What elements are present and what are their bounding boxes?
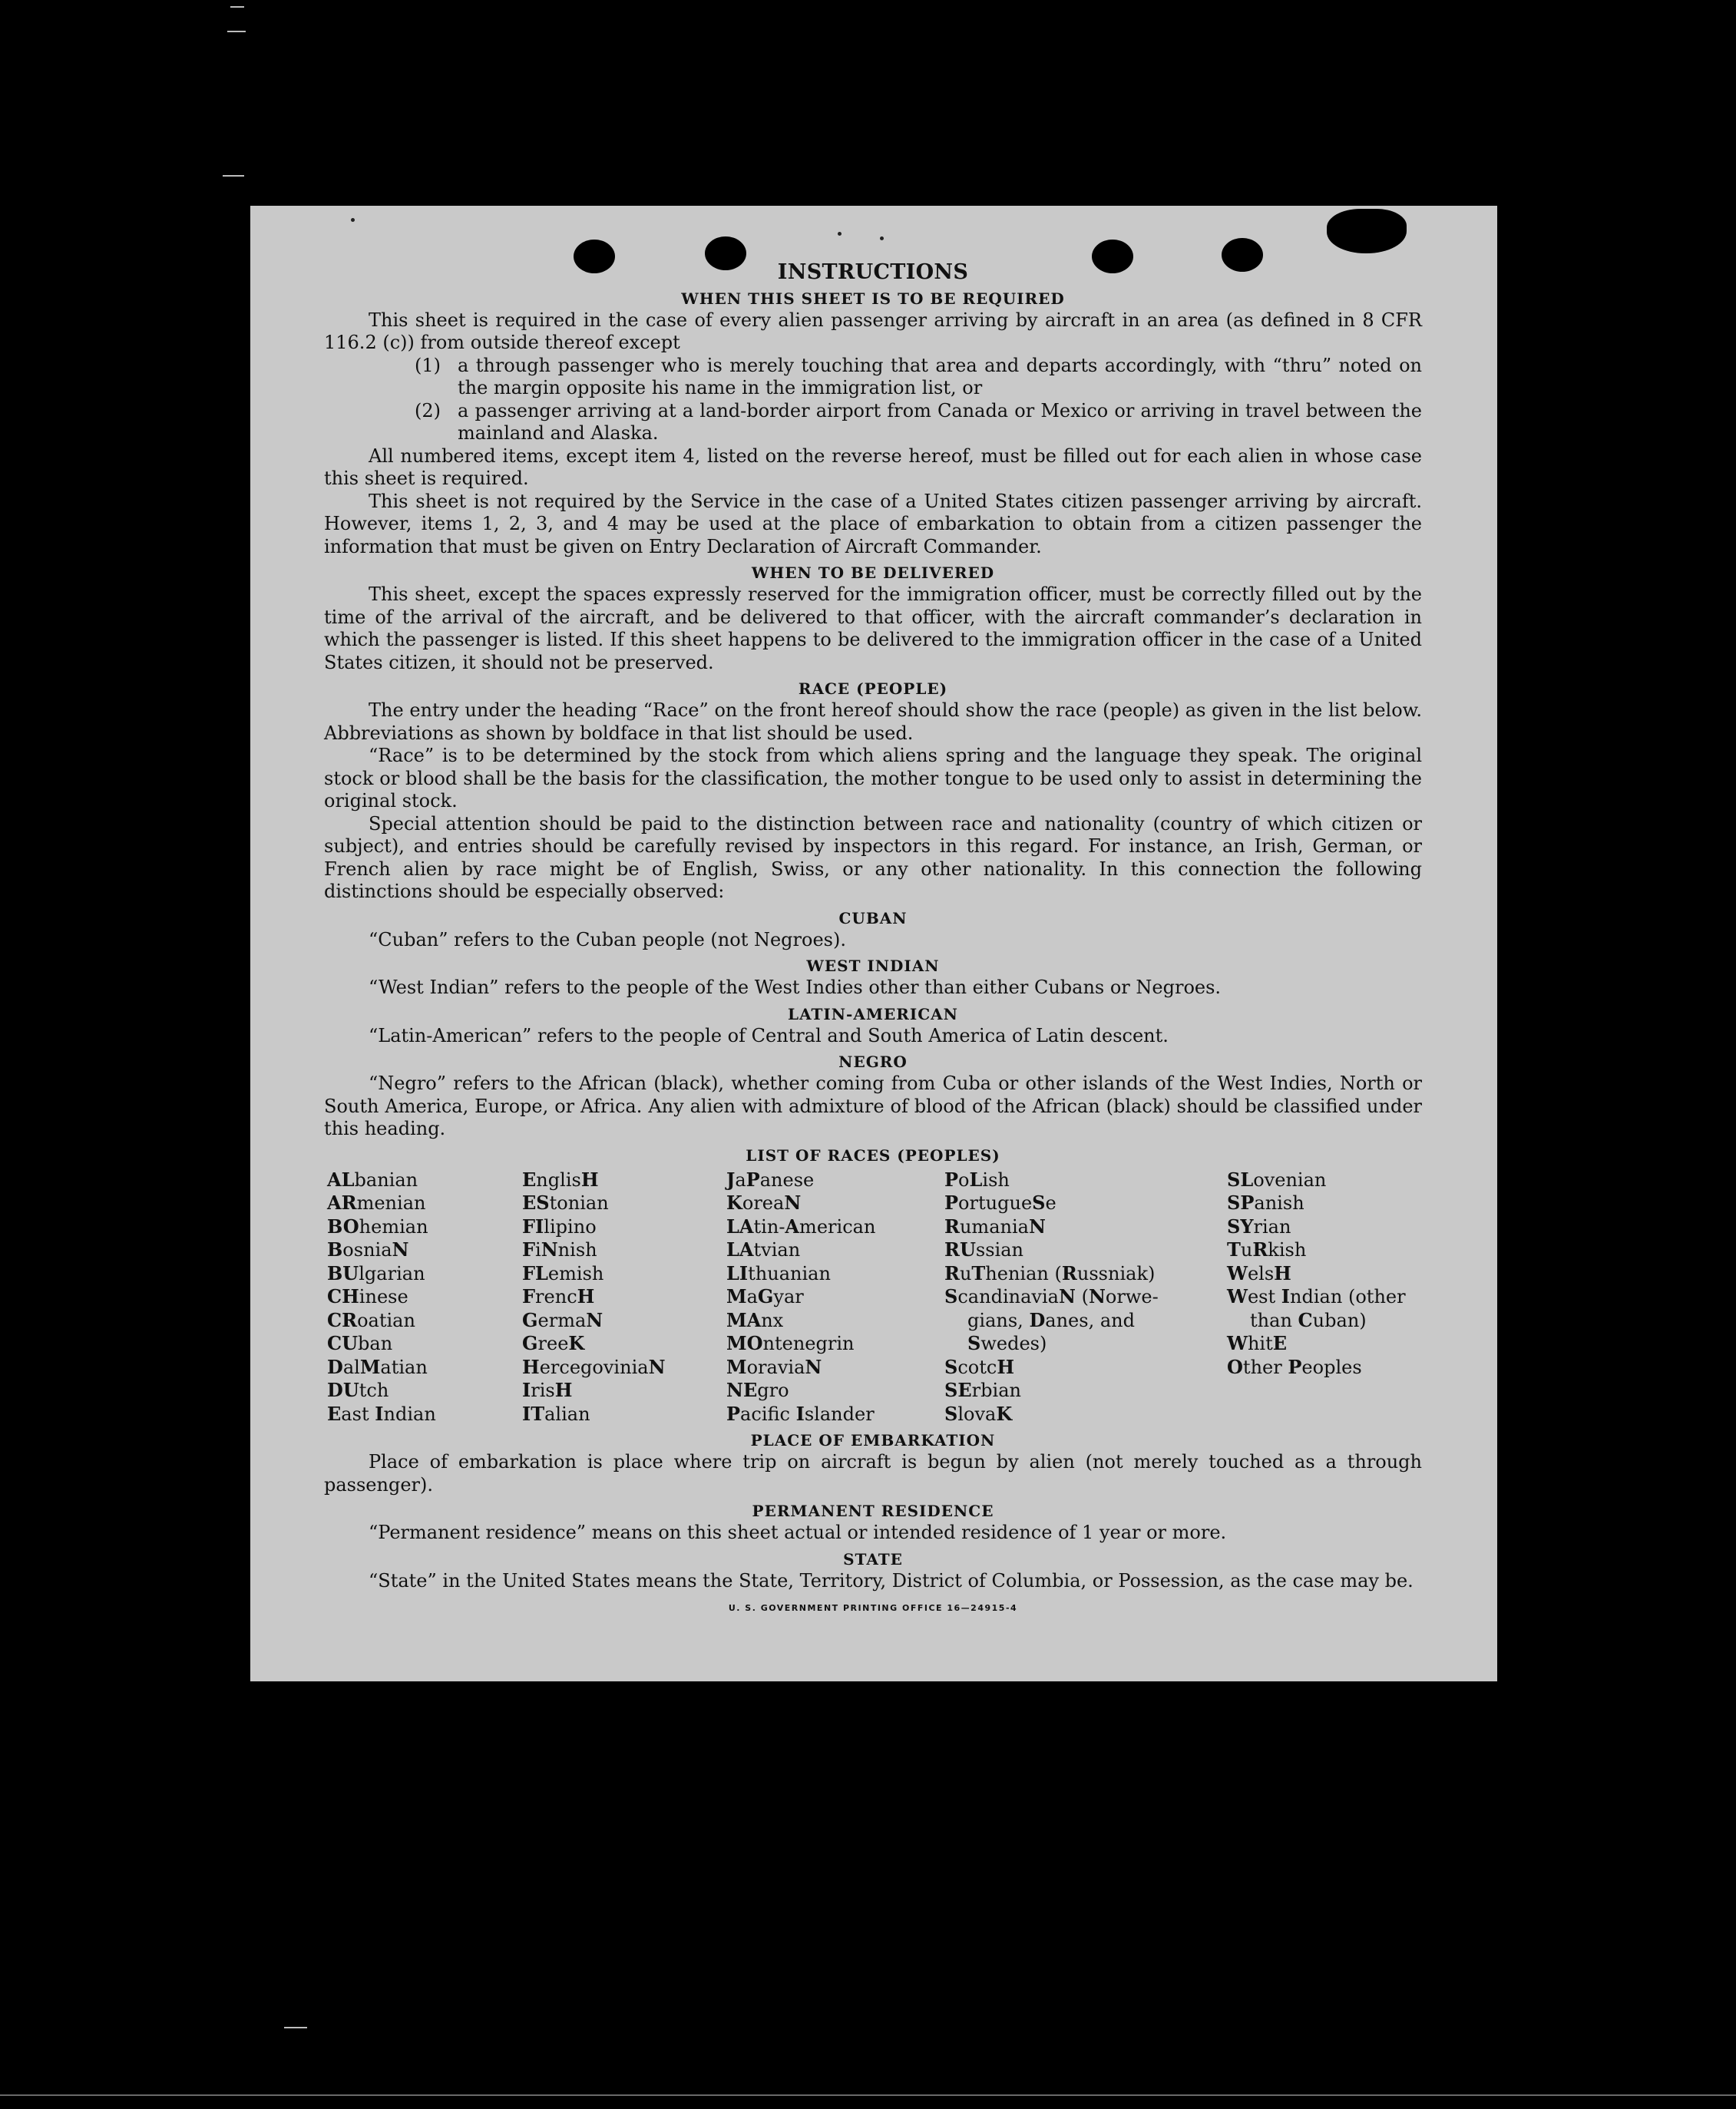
race-entry: MOntenegrin	[726, 1332, 855, 1354]
race-entry: NEgro	[726, 1379, 789, 1401]
race-entry: LAtvian	[726, 1238, 801, 1261]
paragraph: “Permanent residence” means on this sheet actual or intended residence of 1 year or more.	[369, 1522, 1227, 1543]
paragraph: “Latin-American” refers to the people of Central and South America of Latin descent.	[369, 1024, 1169, 1046]
race-entry: CUban	[327, 1332, 393, 1354]
speck	[880, 236, 884, 240]
race-entry: IrisH	[522, 1379, 573, 1401]
list-item	[415, 355, 1422, 400]
race-entry: EStonian	[522, 1192, 609, 1214]
race-entry: Pacifc Islander	[726, 1402, 875, 1425]
section-heading-required: WHEN THIS SHEET IS TO BE REQUIRED	[681, 289, 1065, 308]
paragraph: “West Indian” refers to the people of the West Indies other than either Cubans or Negroes.	[369, 977, 1222, 998]
race-entry: CHinese	[327, 1285, 408, 1307]
race-entry: FiNnish	[522, 1238, 597, 1261]
item-text: a through passenger who is merely touching that area and departs accordingly, with “thru” noted on the margin opposite his name in the immigration list, or	[458, 354, 1422, 398]
item-number: (1)	[415, 354, 441, 376]
race-entry: EnglisH	[522, 1168, 599, 1191]
section-heading-latin-american: LATIN-AMERICAN	[788, 1004, 958, 1023]
paragraph: “Cuban” refers to the Cuban people (not Negroes).	[369, 928, 846, 950]
scan-mark	[284, 2027, 307, 2028]
section-heading-cuban: CUBAN	[838, 908, 908, 927]
item-number: (2)	[415, 399, 441, 421]
race-entry: SPanish	[1227, 1192, 1304, 1214]
race-entry: BosniaN	[327, 1238, 409, 1261]
race-entry: MAnx	[726, 1308, 784, 1331]
race-entry: JaPanese	[726, 1168, 815, 1191]
scan-mark	[227, 31, 246, 32]
page-title: INSTRUCTIONS	[777, 260, 969, 284]
section-heading-embarkation: PLACE OF EMBARKATION	[750, 1431, 996, 1450]
paragraph: “Race” is to be determined by the stock from which aliens spring and the language they speak. The original stock or blood shall be the basis for the classification, the mother tongue to be used only to assist in determining the original stock.	[324, 745, 1422, 812]
race-entry: PoLish	[944, 1168, 1010, 1191]
race-entry: RumaniaN	[944, 1215, 1046, 1238]
race-entry: BOhemian	[327, 1215, 428, 1238]
race-entry: HercegoviniaN	[522, 1355, 666, 1378]
race-entry: SYrian	[1227, 1215, 1291, 1238]
races-column	[522, 1169, 726, 1426]
paragraph: “State” in the United States means the State, Territory, District of Columbia, or Possession, as the case may be.	[369, 1569, 1414, 1592]
races-column	[1227, 1169, 1425, 1426]
instruction-sheet	[250, 206, 1497, 1681]
race-entry: SlovaK	[944, 1402, 1013, 1425]
race-entry: DUtch	[327, 1379, 389, 1401]
printer-imprint: U. S. GOVERNMENT PRINTING OFFICE 16—24915-4	[728, 1603, 1018, 1613]
race-entry: WelsH	[1227, 1261, 1291, 1284]
paragraph: All numbered items, except item 4, listed on the reverse hereof, must be filled out for each alien in whose case this sheet is required.	[324, 445, 1422, 489]
race-entry: WhitE	[1227, 1332, 1288, 1354]
race-entry: RuThenian (Russniak)	[944, 1261, 1156, 1284]
race-entry: West Indian (other	[1227, 1285, 1406, 1307]
race-entry: LIthuanian	[726, 1261, 831, 1284]
torn-corner	[1327, 209, 1407, 253]
race-entry: DalMatian	[327, 1355, 428, 1378]
race-entry: SLovenian	[1227, 1168, 1327, 1191]
race-entry: GermaN	[522, 1308, 603, 1331]
races-column	[726, 1169, 944, 1426]
race-entry: ScandinaviaN (Norwe-	[944, 1285, 1159, 1307]
race-entry: FLemish	[522, 1261, 604, 1284]
race-entry-continued: gians, Danes, and	[967, 1308, 1136, 1331]
paragraph: This sheet, except the spaces expressly reserved for the immigration officer, must be correctly filled out by the time of the arrival of the aircraft, and be delivered to that officer, with the aircraft commander’s declaration in which the passenger is listed. If this sheet happens to be delivered to the immigration officer in the case of a United States citizen, it should not be preserved.	[324, 583, 1422, 673]
race-entry: FIlipino	[522, 1215, 597, 1238]
race-entry: SErbian	[944, 1379, 1021, 1401]
section-heading-state: STATE	[843, 1549, 903, 1569]
race-entry: ScotcH	[944, 1355, 1015, 1378]
race-entry: RUssian	[944, 1238, 1024, 1261]
speck	[351, 218, 355, 222]
scan-mark	[230, 6, 244, 8]
section-heading-race: RACE (PEOPLE)	[798, 679, 948, 698]
race-entry: ALbanian	[327, 1168, 418, 1191]
paragraph: Special attention should be paid to the distinction between race and nationality (country of which citizen or subject), and entries should be carefully revised by inspectors in this regard. For instance, an Irish, German, or French alien by race might be of English, Swiss, or any other nationality. In this connection the following distinctions should be especially observed:	[324, 812, 1422, 902]
race-entry: KoreaN	[726, 1192, 802, 1214]
race-entry: BUlgarian	[327, 1261, 425, 1284]
race-entry: LAtin-American	[726, 1215, 876, 1238]
section-heading-residence: PERMANENT RESIDENCE	[752, 1502, 994, 1520]
races-column	[327, 1169, 522, 1426]
section-heading-delivered: WHEN TO BE DELIVERED	[751, 564, 995, 582]
race-entry: East Indian	[327, 1402, 436, 1425]
section-heading-negro: NEGRO	[838, 1053, 908, 1071]
race-entry: ITalian	[522, 1402, 590, 1425]
race-entry: MaGyar	[726, 1285, 804, 1307]
race-entry: Other Peoples	[1227, 1355, 1362, 1378]
race-entry: FrencH	[522, 1285, 595, 1307]
race-entry: TuRkish	[1227, 1238, 1307, 1261]
race-entry: PortugueSe	[944, 1192, 1056, 1214]
paragraph: This sheet is not required by the Service in the case of a United States citizen passenger arriving by aircraft. However, items 1, 2, 3, and 4 may be used at the place of embarkation to obtain from a citizen passenger the information that must be given on Entry Declaration of Aircraft Commander.	[324, 490, 1422, 557]
speck	[838, 232, 842, 236]
race-entry: MoraviaN	[726, 1355, 822, 1378]
scan-mark	[223, 175, 244, 177]
race-entry: ARmenian	[327, 1192, 426, 1214]
scan-mark	[0, 2094, 1736, 2096]
paragraph: This sheet is required in the case of every alien passenger arriving by aircraft in an area (as defined in 8 CFR 116.2 (c)) from outside thereof except	[324, 309, 1422, 353]
race-entry: GreeK	[522, 1332, 585, 1354]
race-entry-continued: than Cuban)	[1250, 1308, 1367, 1331]
races-table	[327, 1169, 1422, 1426]
paragraph: Place of embarkation is place where trip on aircraft is begun by alien (not merely touched as a through passenger).	[324, 1451, 1422, 1496]
paragraph: “Negro” refers to the African (black), whether coming from Cuba or other islands of the West Indies, North or South America, Europe, or Africa. Any alien with admixture of blood of the African (black) should be classified under this heading.	[324, 1073, 1422, 1139]
list-item	[415, 400, 1422, 445]
race-entry-continued: Swedes)	[967, 1332, 1047, 1354]
races-column	[944, 1169, 1227, 1426]
item-text: a passenger arriving at a land-border airport from Canada or Mexico or arriving in travel between the mainland and Alaska.	[458, 399, 1422, 444]
section-heading-west-indian: WEST INDIAN	[806, 957, 940, 975]
instructions-content	[324, 261, 1422, 1620]
paragraph: The entry under the heading “Race” on the front hereof should show the race (people) as given in the list below. Abbreviations as shown by boldface in that list should be used.	[324, 699, 1422, 744]
race-entry: CRoatian	[327, 1308, 415, 1331]
list-of-races-heading: LIST OF RACES (PEOPLES)	[746, 1145, 1000, 1165]
